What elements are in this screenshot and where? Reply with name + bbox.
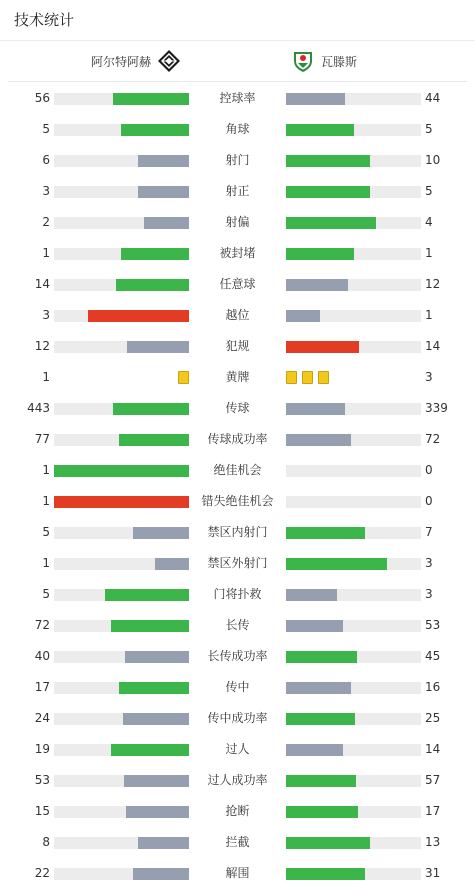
away-bar-track xyxy=(286,558,421,570)
home-bar-track xyxy=(54,682,189,694)
home-bar-track xyxy=(54,837,189,849)
away-bar-track xyxy=(286,651,421,663)
teams-row xyxy=(8,41,467,82)
stat-label: 射门 xyxy=(225,153,250,167)
stat-row xyxy=(0,641,475,672)
stat-row xyxy=(0,393,475,424)
away-bar-track xyxy=(286,124,421,136)
home-bar-track xyxy=(54,403,189,415)
away-value: 17 xyxy=(425,804,441,818)
away-value: 4 xyxy=(425,215,433,229)
home-value: 5 xyxy=(42,122,50,136)
stat-label: 过人 xyxy=(225,742,250,756)
page-title: 技术统计 xyxy=(14,11,75,29)
stat-label: 长传成功率 xyxy=(207,649,268,663)
home-value: 1 xyxy=(42,246,50,260)
home-value: 72 xyxy=(34,618,50,632)
stat-label: 传球成功率 xyxy=(207,432,268,446)
away-bar-fill xyxy=(286,806,358,818)
stat-label: 控球率 xyxy=(219,91,256,105)
stat-label: 禁区外射门 xyxy=(207,556,268,570)
away-value: 16 xyxy=(425,680,441,694)
home-bar-fill xyxy=(138,155,189,167)
home-bar-fill xyxy=(111,620,189,632)
away-value: 3 xyxy=(425,370,433,384)
away-bar-fill xyxy=(286,868,365,880)
away-bar-track xyxy=(286,620,421,632)
away-bar-track xyxy=(286,248,421,260)
stat-row xyxy=(0,300,475,331)
home-bar-track xyxy=(54,868,189,880)
home-bar-track xyxy=(54,713,189,725)
home-bar-track xyxy=(54,124,189,136)
stat-row xyxy=(0,145,475,176)
home-value: 1 xyxy=(42,370,50,384)
away-value: 1 xyxy=(425,308,433,322)
stat-label: 解围 xyxy=(225,866,250,880)
home-bar-track xyxy=(54,186,189,198)
away-value: 0 xyxy=(425,463,433,477)
home-bar-track xyxy=(54,744,189,756)
home-bar-fill xyxy=(119,434,189,446)
home-bar-track xyxy=(54,248,189,260)
away-bar-track xyxy=(286,341,421,353)
home-value: 19 xyxy=(34,742,50,756)
home-bar-fill xyxy=(133,868,189,880)
stat-row xyxy=(0,424,475,455)
stat-label: 长传 xyxy=(225,618,250,632)
away-value: 12 xyxy=(425,277,441,291)
home-value: 40 xyxy=(34,649,50,663)
away-bar-track xyxy=(286,744,421,756)
stat-label: 过人成功率 xyxy=(207,773,268,787)
home-bar-track xyxy=(54,310,189,322)
away-value: 72 xyxy=(425,432,441,446)
away-bar-fill xyxy=(286,558,387,570)
away-value: 53 xyxy=(425,618,441,632)
away-bar-track xyxy=(286,682,421,694)
home-value: 5 xyxy=(42,525,50,539)
away-bar-fill xyxy=(286,713,355,725)
home-bar-track xyxy=(54,806,189,818)
home-value: 14 xyxy=(34,277,50,291)
away-bar-fill xyxy=(286,217,376,229)
stat-row xyxy=(0,703,475,734)
stat-label: 绝佳机会 xyxy=(213,463,262,477)
stat-label: 黄牌 xyxy=(225,370,250,384)
yellow-card-icon xyxy=(178,371,189,384)
stat-row xyxy=(0,765,475,796)
home-value: 77 xyxy=(34,432,50,446)
home-bar-track xyxy=(54,651,189,663)
home-bar-track xyxy=(54,589,189,601)
away-value: 25 xyxy=(425,711,441,725)
home-value: 443 xyxy=(27,401,50,415)
home-bar-fill xyxy=(127,341,189,353)
home-bar-fill xyxy=(105,589,189,601)
away-bar-fill xyxy=(286,93,345,105)
stat-row xyxy=(0,672,475,703)
away-bar-fill xyxy=(286,124,354,136)
away-value: 14 xyxy=(425,339,441,353)
stat-row xyxy=(0,610,475,641)
home-value: 22 xyxy=(34,866,50,880)
away-value: 7 xyxy=(425,525,433,539)
away-value: 1 xyxy=(425,246,433,260)
away-bar-track xyxy=(286,868,421,880)
away-bar-track xyxy=(286,496,421,508)
stat-row xyxy=(0,269,475,300)
away-bar-track xyxy=(286,589,421,601)
home-bar-fill xyxy=(138,837,189,849)
yellow-card-icon xyxy=(286,371,297,384)
home-bar-track xyxy=(54,155,189,167)
away-bar-fill xyxy=(286,403,345,415)
away-bar-track xyxy=(286,310,421,322)
away-bar-fill xyxy=(286,527,365,539)
stat-row xyxy=(0,796,475,827)
home-bar-fill xyxy=(54,496,189,508)
away-bar-fill xyxy=(286,341,359,353)
home-bar-track xyxy=(54,558,189,570)
home-value: 17 xyxy=(34,680,50,694)
stat-row xyxy=(0,362,475,393)
away-value: 3 xyxy=(425,556,433,570)
yellow-card-icon xyxy=(302,371,313,384)
home-value: 24 xyxy=(34,711,50,725)
away-value: 10 xyxy=(425,153,441,167)
stat-row xyxy=(0,83,475,114)
home-bar-fill xyxy=(124,775,189,787)
home-bar-track xyxy=(54,496,189,508)
away-bar-track xyxy=(286,527,421,539)
stat-label: 射偏 xyxy=(225,215,250,229)
home-bar-fill xyxy=(121,124,189,136)
away-bar-track xyxy=(286,186,421,198)
away-value: 5 xyxy=(425,184,433,198)
away-bar-track xyxy=(286,713,421,725)
stat-row xyxy=(0,517,475,548)
home-value: 1 xyxy=(42,556,50,570)
away-bar-track xyxy=(286,279,421,291)
stat-row xyxy=(0,455,475,486)
home-team-name: 阿尔特阿赫 xyxy=(90,54,151,69)
away-bar-fill xyxy=(286,434,351,446)
stat-row xyxy=(0,734,475,765)
home-value: 12 xyxy=(34,339,50,353)
away-value: 13 xyxy=(425,835,441,849)
away-value: 57 xyxy=(425,773,441,787)
home-bar-fill xyxy=(144,217,189,229)
home-bar-fill xyxy=(138,186,189,198)
home-bar-fill xyxy=(113,403,189,415)
diamond-crest-icon xyxy=(157,49,181,73)
home-bar-fill xyxy=(121,248,189,260)
home-bar-fill xyxy=(116,279,189,291)
home-bar-track xyxy=(54,465,189,477)
home-value: 56 xyxy=(34,91,50,105)
stat-label: 角球 xyxy=(225,122,250,136)
away-value: 31 xyxy=(425,866,441,880)
away-bar-fill xyxy=(286,651,357,663)
home-bar-fill xyxy=(125,651,189,663)
home-value: 3 xyxy=(42,308,50,322)
home-bar-track xyxy=(54,775,189,787)
stat-label: 门将扑救 xyxy=(213,587,262,601)
stat-row xyxy=(0,176,475,207)
stat-label: 被封堵 xyxy=(219,246,256,260)
away-bar-track xyxy=(286,217,421,229)
home-value: 15 xyxy=(34,804,50,818)
away-bar-track xyxy=(286,155,421,167)
stat-label: 禁区内射门 xyxy=(207,525,268,539)
stat-row xyxy=(0,858,475,889)
home-bar-track xyxy=(54,93,189,105)
home-value: 5 xyxy=(42,587,50,601)
stat-label: 传中成功率 xyxy=(207,711,268,725)
home-bar-fill xyxy=(123,713,189,725)
away-value: 44 xyxy=(425,91,441,105)
away-bar-track xyxy=(286,806,421,818)
stat-row xyxy=(0,238,475,269)
home-bar-fill xyxy=(133,527,189,539)
away-bar-fill xyxy=(286,186,370,198)
away-bar-fill xyxy=(286,310,320,322)
away-bar-track xyxy=(286,775,421,787)
stat-label: 拦截 xyxy=(225,835,250,849)
away-bar-fill xyxy=(286,775,356,787)
stat-label: 错失绝佳机会 xyxy=(201,494,274,508)
away-value: 5 xyxy=(425,122,433,136)
home-bar-track xyxy=(54,341,189,353)
away-team-name: 瓦滕斯 xyxy=(321,54,358,69)
stat-row xyxy=(0,548,475,579)
away-team[interactable] xyxy=(291,49,357,73)
away-bar-fill xyxy=(286,682,351,694)
home-bar-fill xyxy=(111,744,189,756)
yellow-card-icon xyxy=(318,371,329,384)
home-team[interactable] xyxy=(91,49,181,73)
home-value: 1 xyxy=(42,463,50,477)
stat-label: 传球 xyxy=(225,401,250,415)
away-bar-track xyxy=(286,93,421,105)
away-bar-track xyxy=(286,434,421,446)
stats-header xyxy=(0,0,475,41)
home-bar-track xyxy=(54,527,189,539)
away-bar-track xyxy=(286,403,421,415)
home-value: 53 xyxy=(34,773,50,787)
away-bar-fill xyxy=(286,279,348,291)
home-yellow-cards xyxy=(178,371,189,384)
away-value: 3 xyxy=(425,587,433,601)
away-value: 14 xyxy=(425,742,441,756)
home-bar-track xyxy=(54,434,189,446)
away-bar-fill xyxy=(286,620,343,632)
home-value: 6 xyxy=(42,153,50,167)
away-value: 45 xyxy=(425,649,441,663)
stat-row xyxy=(0,579,475,610)
home-value: 1 xyxy=(42,494,50,508)
away-value: 0 xyxy=(425,494,433,508)
home-bar-fill xyxy=(54,465,189,477)
home-bar-fill xyxy=(88,310,189,322)
home-value: 8 xyxy=(42,835,50,849)
away-yellow-cards xyxy=(286,371,329,384)
home-bar-track xyxy=(54,279,189,291)
stat-label: 传中 xyxy=(225,680,250,694)
away-bar-fill xyxy=(286,589,337,601)
stat-label: 任意球 xyxy=(219,277,256,291)
away-bar-fill xyxy=(286,155,370,167)
stat-label: 射正 xyxy=(225,184,250,198)
stat-row xyxy=(0,207,475,238)
away-bar-track xyxy=(286,465,421,477)
home-value: 3 xyxy=(42,184,50,198)
away-value: 339 xyxy=(425,401,448,415)
stat-label: 犯规 xyxy=(225,339,250,353)
stat-label: 越位 xyxy=(225,308,250,322)
away-bar-fill xyxy=(286,248,354,260)
stat-row xyxy=(0,331,475,362)
home-bar-track xyxy=(54,217,189,229)
home-value: 2 xyxy=(42,215,50,229)
stat-label: 抢断 xyxy=(225,804,250,818)
home-bar-fill xyxy=(119,682,189,694)
away-bar-track xyxy=(286,837,421,849)
stat-row xyxy=(0,827,475,858)
away-bar-fill xyxy=(286,837,370,849)
shield-crest-icon xyxy=(291,49,315,73)
home-bar-fill xyxy=(155,558,189,570)
stat-row xyxy=(0,114,475,145)
home-bar-track xyxy=(54,620,189,632)
stat-row xyxy=(0,486,475,517)
away-bar-fill xyxy=(286,744,343,756)
home-bar-fill xyxy=(126,806,189,818)
home-bar-fill xyxy=(113,93,189,105)
